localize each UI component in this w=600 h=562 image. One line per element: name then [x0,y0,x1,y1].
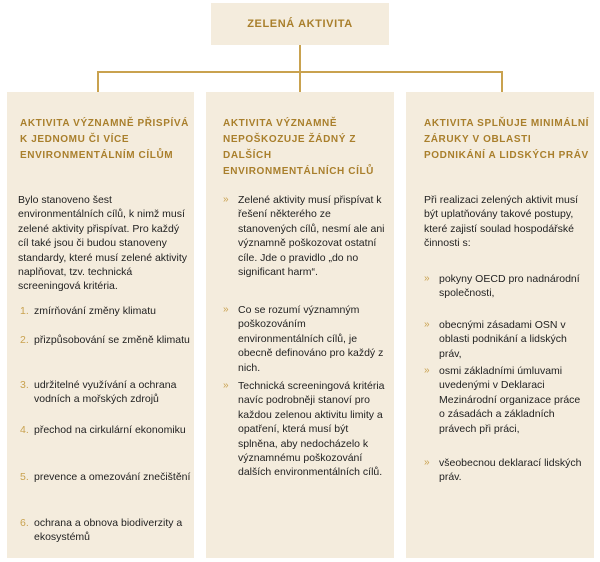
list-number: 1. [20,305,29,317]
top-node [211,3,389,45]
list-text: všeobecnou deklarací lidských práv. [439,457,582,484]
list-text: přizpůsobování se změně klimatu [34,334,190,346]
bullet-icon: » [424,457,430,468]
list-number: 4. [20,424,29,436]
column-contributes [7,92,194,558]
list-text: udržitelné využívání a ochrana vodních a mořských zdrojů [34,379,177,406]
column-title: AKTIVITA SPLŇUJE MINIMÁLNÍ ZÁRUKY V OBLASTI PODNIKÁNÍ A LIDSKÝCH PRÁV [424,118,590,161]
bullet-icon: » [424,319,430,330]
column-intro: Při realizaci zelených aktivit musí být uplatňovány takové postupy, které zajistí soulad hospodářské činnosti s: [424,194,579,250]
list-number: 5. [20,471,29,483]
bullet-icon: » [223,304,229,315]
bullet-icon: » [424,273,430,284]
list-number: 3. [20,379,29,391]
bullet-icon: » [424,365,430,376]
list-text: prevence a omezování znečištění [34,471,191,483]
list-text: Co se rozumí významným poškozováním environmentálních cílů, je obecně definováno pro každý z nich. [238,304,384,374]
list-text: přechod na cirkulární ekonomiku [34,424,186,436]
bullet-icon: » [223,380,229,391]
bullet-icon: » [223,194,229,205]
connector-drop-right [501,71,503,92]
list-number: 2. [20,334,29,346]
list-text: pokyny OECD pro nadnárodní společnosti, [439,273,580,300]
column-title: AKTIVITA VÝZNAMNĚ PŘISPÍVÁ K JEDNOMU ČI VÍCE ENVIRONMENTÁLNÍM CÍLŮM [20,118,189,161]
list-text: Technická screeningová kritéria navíc podrobněji stanoví pro každou zelenou aktivitu limity a opatření, která musí být splněna, aby nedocházelo k významnému poškozování dalších environmentálních cílů. [238,380,385,479]
column-safeguards [406,92,594,558]
list-text: obecnými zásadami OSN v oblasti podnikání a lidských práv, [439,319,567,360]
list-text: osmi základními úmluvami uvedenými v Deklaraci Mezinárodní organizace práce o zásadách a základních právech při práci, [439,365,581,435]
column-intro: Bylo stanoveno šest environmentálních cílů, k nimž musí zelené aktivity přispívat. Pro každý cíl také jsou či budou stanoveny standardy, které musí zelené aktivity naplňovat, tzv. technická screeningová kritéria. [18,194,188,293]
connector-drop-middle [299,71,301,92]
list-number: 6. [20,517,29,529]
list-text: ochrana a obnova biodiverzity a ekosystémů [34,517,183,544]
connector-drop-left [97,71,99,92]
column-title: AKTIVITA VÝZNAMNĚ NEPOŠKOZUJE ŽÁDNÝ Z DALŠÍCH ENVIRONMENTÁLNÍCH CÍLŮ [223,118,374,177]
connector-vertical-top [299,45,301,72]
top-node-label: ZELENÁ AKTIVITA [247,18,353,30]
list-text: zmírňování změny klimatu [34,305,156,317]
list-text: Zelené aktivity musí přispívat k řešení některého ze stanovených cílů, nesmí ale ani významně poškozovat ostatní cíle. Jde o pravidlo „do no significant harm“. [238,194,385,279]
column-no-harm [206,92,394,558]
